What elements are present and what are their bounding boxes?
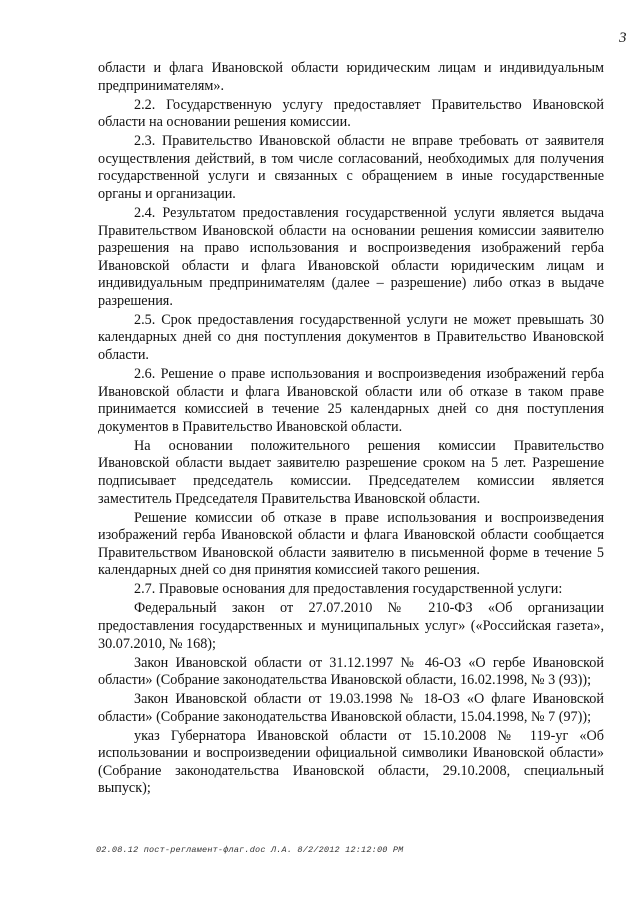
legal-basis-governor-decree: указ Губернатора Ивановской области от 15.10.2008 № 119-уг «Об использовании и воспроизведении официальной символики Ивановской области» (Собрание законодательства Ивановской области, 29.10.2008, специальный выпуск); [98, 727, 604, 797]
paragraph-positive-decision: На основании положительного решения комиссии Правительство Ивановской области выдает заявителю разрешение сроком на 5 лет. Разрешение подписывает председатель комиссии. Председателем комиссии является заместитель Председателя Правительства Ивановской области. [98, 437, 604, 507]
paragraph-continuation: области и флага Ивановской области юридическим лицам и индивидуальным предпринимателям». [98, 60, 604, 94]
paragraph-2-2: 2.2. Государственную услугу предоставляет Правительство Ивановской области на основании решения комиссии. [98, 96, 604, 131]
paragraph-2-3: 2.3. Правительство Ивановской области не вправе требовать от заявителя осуществления действий, в том числе согласований, необходимых для получения государственной услуги и связанных с обращением в иные государственные органы и организации. [98, 133, 604, 202]
document-body [98, 60, 604, 799]
paragraph-2-6: 2.6. Решение о праве использования и воспроизведения изображений герба Ивановской области и флага Ивановской области или об отказе в таком праве принимается комиссией в течение 25 календарных дней со дня поступления документов в Правительство Ивановской области. [98, 366, 604, 435]
paragraph-2-5: 2.5. Срок предоставления государственной услуги не может превышать 30 календарных дней со дня поступления документов в Правительство Ивановской области. [98, 311, 604, 364]
legal-basis-coat-of-arms-law: Закон Ивановской области от 31.12.1997 № 46-ОЗ «О гербе Ивановской области» (Собрание законодательства Ивановской области, 16.02.1998, № 3 (93)); [98, 654, 604, 689]
paragraph-2-4: 2.4. Результатом предоставления государственной услуги является выдача Правительством Ивановской области на основании решения комиссии заявителю разрешения на право использования и воспроизведения изображений герба Ивановской области и флага Ивановской области юридическим лицам и индивидуальным предпринимателям (далее – разрешение) либо отказ в выдаче разрешения. [98, 204, 604, 309]
page-number: 3 [619, 30, 627, 46]
document-footer: 02.08.12 пост-регламент-флаг.doc Л.А. 8/2/2012 12:12:00 PM [96, 845, 404, 855]
paragraph-2-7: 2.7. Правовые основания для предоставления государственной услуги: [134, 581, 563, 598]
paragraph-refusal-decision: Решение комиссии об отказе в праве использования и воспроизведения изображений герба Ивановской области и флага Ивановской области сообщается Правительством Ивановской области заявителю в письменной форме в течение 5 календарных дней со дня принятия комиссией такого решения. [98, 509, 604, 579]
legal-basis-federal-law: Федеральный закон от 27.07.2010 № 210-ФЗ «Об организации предоставления государственных и муниципальных услуг» («Российская газета», 30.07.2010, № 168); [98, 600, 604, 652]
legal-basis-flag-law: Закон Ивановской области от 19.03.1998 № 18-ОЗ «О флаге Ивановской области» (Собрание законодательства Ивановской области, 15.04.1998, № 7 (97)); [98, 691, 604, 725]
